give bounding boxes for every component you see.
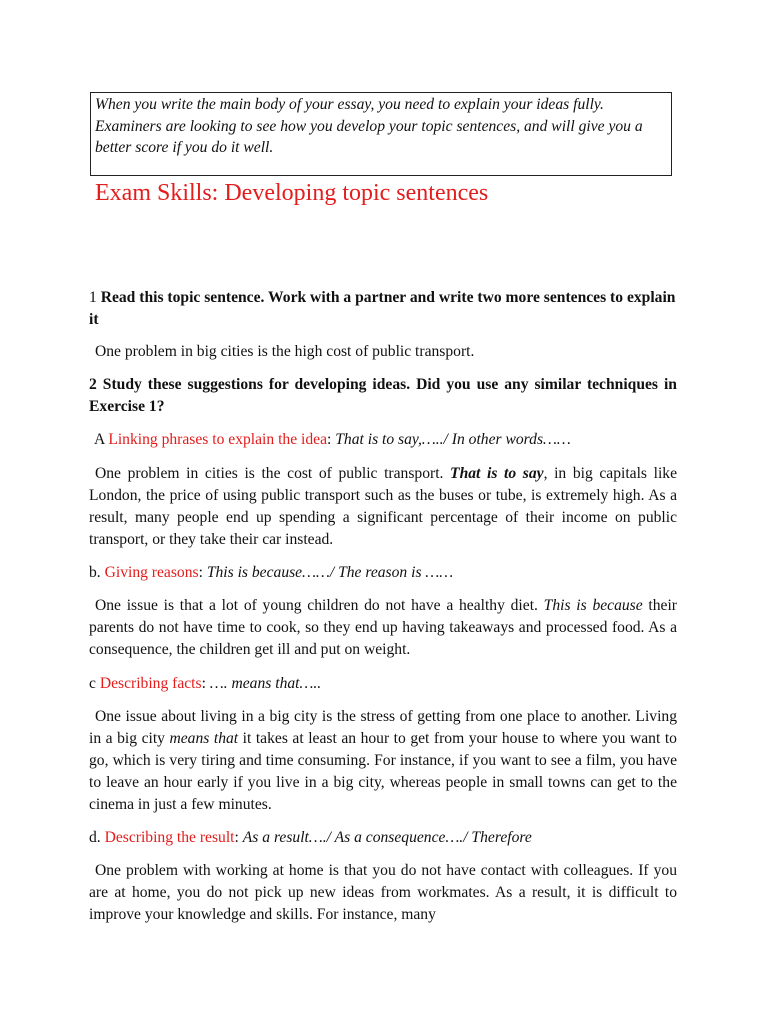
section-b-phrases: This is because……/ The reason is ……	[206, 564, 454, 581]
section-d-heading	[89, 827, 677, 849]
section-a-marker: A	[94, 431, 109, 448]
section-c-phrases: …. means that…..	[209, 675, 322, 692]
q2-instruction-text: Study these suggestions for developing ideas. Did you use any similar techniques in Exercise 1?	[89, 376, 677, 415]
section-c-text-start: One issue about living in a big city is the stress of getting from one place to another. Living in a big city	[89, 708, 677, 747]
section-b-text-rest: their parents do not have time to cook, so they end up having takeaways and processed food. As a consequence, the children get ill and put on weight.	[89, 597, 677, 658]
q1-number: 1	[89, 289, 101, 306]
q2-instruction	[89, 374, 677, 418]
section-c-title: Describing facts	[99, 675, 202, 692]
section-a-title: Linking phrases to explain the idea	[108, 431, 327, 448]
section-b-title: Giving reasons	[104, 564, 199, 581]
section-a-text-start: One problem in cities is the cost of public transport.	[95, 465, 451, 482]
section-c-colon: :	[201, 675, 210, 692]
section-d-phrases: As a result…./ As a consequence…./ Therefore	[242, 829, 532, 846]
intro-box	[90, 92, 672, 176]
q1-instruction	[89, 287, 677, 331]
section-a-phrases: That is to say,…../ In other words……	[335, 431, 571, 448]
section-c-paragraph	[89, 706, 677, 816]
section-b-emphasis: This is because	[543, 597, 643, 614]
section-a-emphasis: That is to say	[450, 465, 544, 482]
section-c-heading	[89, 673, 677, 695]
section-a-colon: :	[327, 431, 336, 448]
section-a-text-rest: , in big capitals like London, the price of using public transport such as the buses or tube, is extremely high. As a result, many people end up spending a significant percentage of their income on public transport, or they take their car instead.	[89, 465, 678, 548]
section-d-marker: d.	[89, 829, 105, 846]
section-c-emphasis: means that	[169, 730, 239, 747]
q1-sentence: One problem in big cities is the high cost of public transport.	[95, 343, 475, 360]
section-d-paragraph: One problem with working at home is that you do not have contact with colleagues. If you are at home, you do not pick up new ideas from workmates. As a result, it is difficult to improve your knowledge and skills. For instance, many	[89, 862, 677, 923]
section-d-colon: :	[234, 829, 243, 846]
section-b-colon: :	[198, 564, 207, 581]
section-c-text-rest: it takes at least an hour to get from your house to where you want to go, which is very tiring and time consuming. For instance, if you want to see a film, you have to leave an hour early if you live in a big city, whereas people in small towns can get to the cinema in just a few minutes.	[89, 730, 677, 813]
section-a-paragraph	[89, 463, 677, 551]
page-title: Exam Skills: Developing topic sentences	[95, 180, 489, 206]
section-b-marker: b.	[89, 564, 105, 581]
section-b-text-start: One issue is that a lot of young children do not have a healthy diet.	[95, 597, 544, 614]
section-a-heading	[94, 429, 682, 451]
q1-instruction-text: Read this topic sentence. Work with a partner and write two more sentences to explain it	[89, 289, 676, 328]
section-c-marker: c	[89, 675, 100, 692]
section-d-title: Describing the result	[104, 829, 235, 846]
section-b-paragraph	[89, 595, 677, 661]
q2-number: 2	[89, 376, 103, 393]
section-b-heading	[89, 562, 677, 584]
intro-text: When you write the main body of your essay, you need to explain your ideas fully. Examiners are looking to see how you develop your topic sentences, and will give you a better score if you do it well.	[95, 96, 643, 156]
